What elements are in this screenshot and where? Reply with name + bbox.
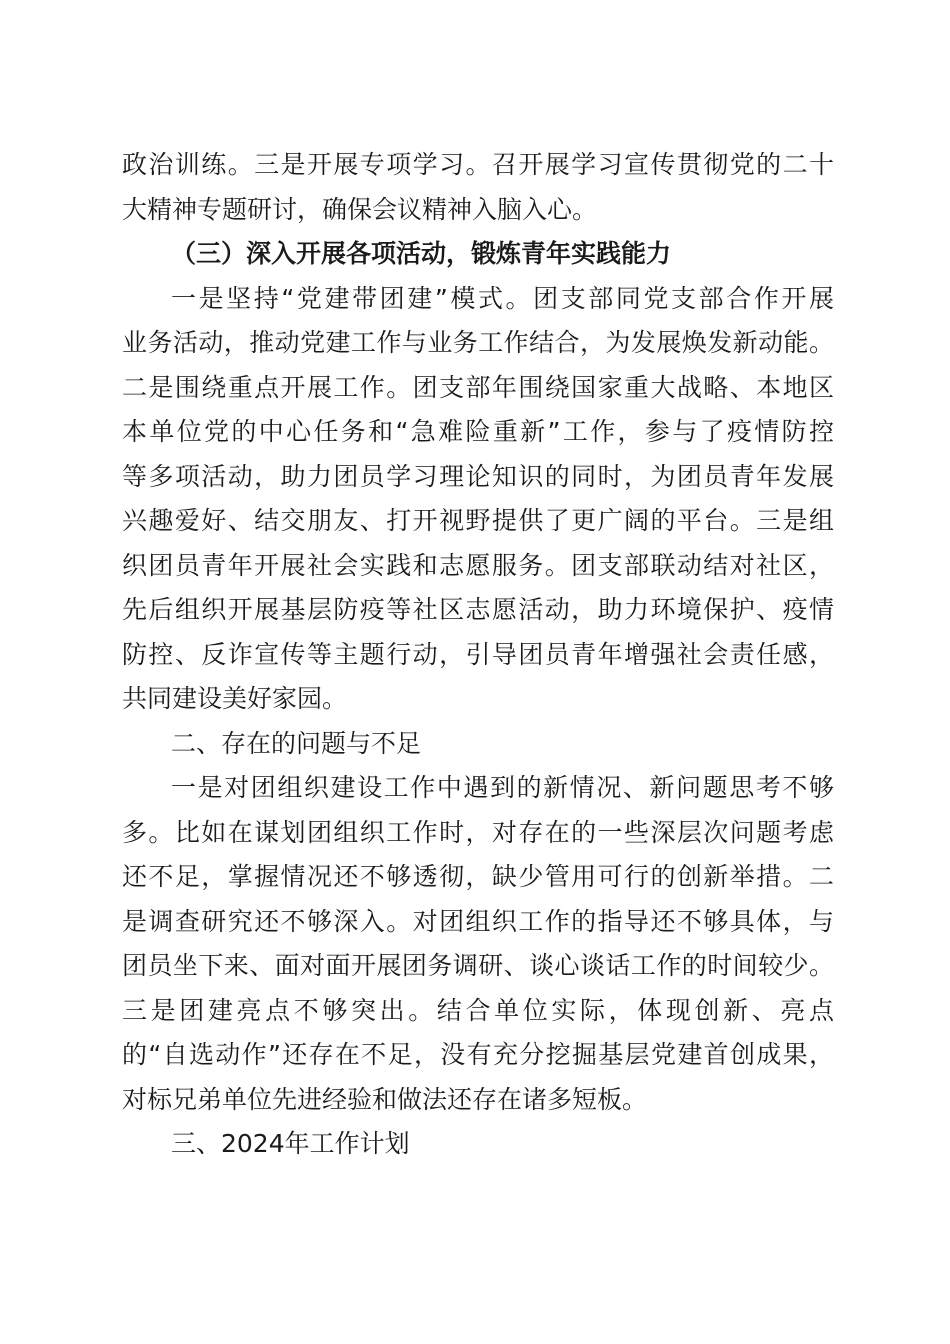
paragraph-line: 二是围绕重点开展工作。团支部年围绕国家重大战略、本地区 — [122, 372, 834, 402]
paragraph-line: 织团员青年开展社会实践和志愿服务。团支部联动结对社区， — [122, 550, 834, 580]
paragraph-line: 团员坐下来、面对面开展团务调研、谈心谈话工作的时间较少。 — [122, 951, 834, 980]
paragraph-line: 一是坚持“党建带团建”模式。团支部同党支部合作开展 — [171, 283, 834, 313]
paragraph-line: 共同建设美好家园。 — [122, 684, 348, 713]
paragraph-line: 三是团建亮点不够突出。结合单位实际，体现创新、亮点 — [122, 995, 834, 1025]
paragraph-line: 大精神专题研讨，确保会议精神入脑入心。 — [122, 194, 598, 224]
paragraph-line: 兴趣爱好、结交朋友、打开视野提供了更广阔的平台。三是组 — [122, 506, 834, 535]
paragraph-line: 对标兄弟单位先进经验和做法还存在诸多短板。 — [122, 1084, 648, 1114]
document-body — [122, 143, 834, 1167]
paragraph-line: 一是对团组织建设工作中遇到的新情况、新问题思考不够 — [171, 773, 834, 802]
section-heading: 三、2024年工作计划 — [171, 1129, 410, 1158]
paragraph-line: 业务活动，推动党建工作与业务工作结合，为发展焕发新动能。 — [122, 328, 834, 357]
paragraph-line: 等多项活动，助力团员学习理论知识的同时，为团员青年发展 — [122, 461, 834, 491]
paragraph-line: 本单位党的中心任务和“急难险重新”工作，参与了疫情防控 — [122, 417, 834, 446]
paragraph-line: 防控、反诈宣传等主题行动，引导团员青年增强社会责任感， — [122, 639, 834, 669]
paragraph-line: 是调查研究还不够深入。对团组织工作的指导还不够具体，与 — [122, 906, 834, 936]
paragraph-line: 多。比如在谋划团组织工作时，对存在的一些深层次问题考虑 — [122, 817, 834, 847]
section-subheading: （三）深入开展各项活动，锻炼青年实践能力 — [171, 239, 672, 268]
paragraph-line: 先后组织开展基层防疫等社区志愿活动，助力环境保护、疫情 — [122, 595, 834, 624]
paragraph-line: 的“自选动作”还存在不足，没有充分挖掘基层党建首创成果， — [122, 1040, 834, 1069]
paragraph-line: 政治训练。三是开展专项学习。召开展学习宣传贯彻党的二十 — [122, 150, 834, 179]
paragraph-line: 还不足，掌握情况还不够透彻，缺少管用可行的创新举措。二 — [122, 862, 834, 891]
section-heading: 二、存在的问题与不足 — [171, 728, 422, 758]
